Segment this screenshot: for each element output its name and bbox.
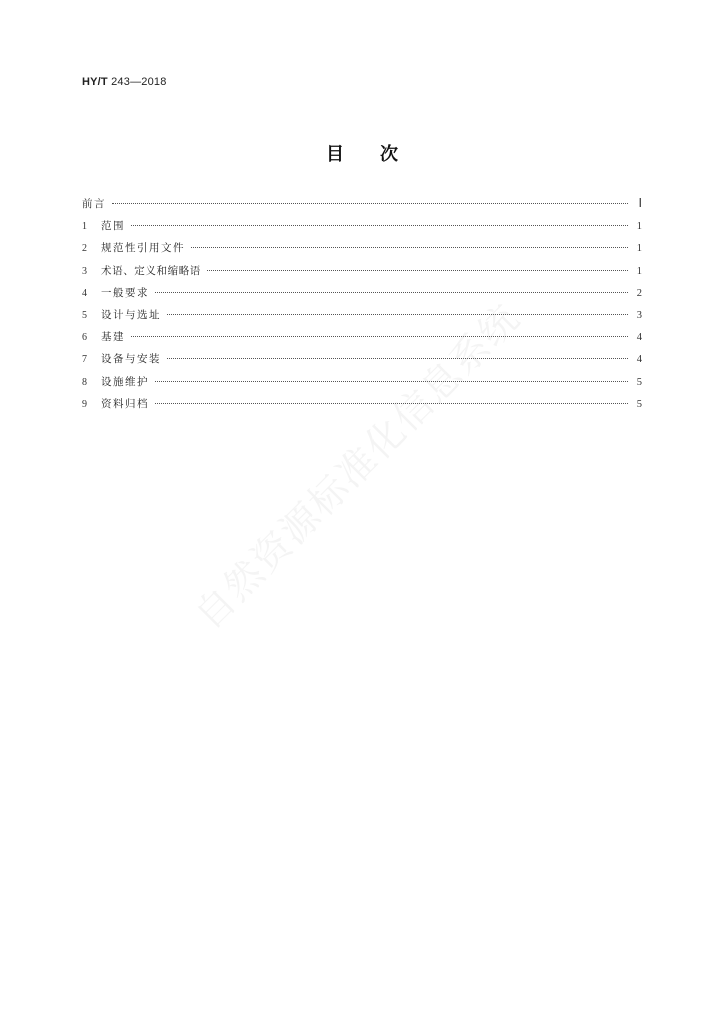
toc-entry-4[interactable]	[82, 285, 642, 307]
toc-entry-page: 5	[636, 376, 642, 388]
toc-leader-dots	[131, 336, 628, 337]
toc-entry-page: 1	[636, 243, 642, 255]
toc-entry-label: 术语、定义和缩略语	[101, 264, 201, 277]
toc-entry-page: Ⅰ	[638, 196, 642, 210]
toc-entry-label: 设计与选址	[101, 308, 161, 321]
table-of-contents	[82, 196, 642, 418]
toc-entry-label: 设备与安装	[101, 353, 161, 366]
toc-entry-page: 2	[636, 287, 642, 299]
standard-code-number: 243—2018	[107, 76, 167, 88]
toc-entry-3[interactable]	[82, 263, 642, 285]
toc-entry-9[interactable]	[82, 396, 642, 418]
toc-leader-dots	[155, 403, 628, 404]
toc-entry-number: 4	[82, 287, 87, 299]
toc-leader-dots	[155, 292, 628, 293]
toc-leader-dots	[207, 270, 628, 271]
toc-entry-label: 规范性引用文件	[101, 242, 185, 255]
toc-entry-page: 3	[636, 309, 642, 321]
toc-entry-number: 3	[82, 265, 87, 277]
toc-entry-label: 基建	[101, 331, 125, 344]
page-title	[0, 140, 724, 166]
toc-entry-page: 1	[636, 221, 642, 233]
toc-leader-dots	[191, 247, 628, 248]
toc-entry-label: 前言	[82, 198, 106, 210]
page-title-part1: 目	[326, 144, 344, 165]
toc-entry-1[interactable]	[82, 218, 642, 240]
toc-entry-label: 资料归档	[101, 397, 149, 410]
toc-entry-page: 1	[636, 265, 642, 277]
toc-entry-page: 4	[636, 332, 642, 344]
toc-entry-label: 范围	[101, 220, 125, 233]
toc-leader-dots	[112, 203, 628, 204]
toc-entry-number: 1	[82, 221, 87, 233]
toc-entry-6[interactable]	[82, 329, 642, 351]
toc-leader-dots	[155, 381, 628, 382]
toc-entry-label: 一般要求	[101, 286, 149, 299]
toc-entry-label: 设施维护	[101, 375, 149, 388]
watermark: 自然资源标准化信息系统	[186, 295, 529, 638]
toc-entry-page: 4	[636, 354, 642, 366]
toc-entry-number: 7	[82, 354, 87, 366]
toc-entry-5[interactable]	[82, 307, 642, 329]
toc-leader-dots	[131, 225, 628, 226]
toc-entry-number: 9	[82, 398, 87, 410]
standard-code	[82, 76, 167, 88]
page-title-part2: 次	[380, 144, 398, 165]
toc-entry-number: 5	[82, 309, 87, 321]
standard-code-prefix: HY/T	[82, 76, 108, 88]
toc-entry-8[interactable]	[82, 374, 642, 396]
toc-entry-page: 5	[636, 398, 642, 410]
toc-entry-number: 2	[82, 243, 87, 255]
toc-entry-number: 8	[82, 376, 87, 388]
toc-entry-foreword[interactable]	[82, 196, 642, 218]
toc-entry-number: 6	[82, 332, 87, 344]
toc-entry-2[interactable]	[82, 240, 642, 262]
toc-entry-7[interactable]	[82, 351, 642, 373]
toc-leader-dots	[167, 314, 628, 315]
toc-leader-dots	[167, 358, 628, 359]
